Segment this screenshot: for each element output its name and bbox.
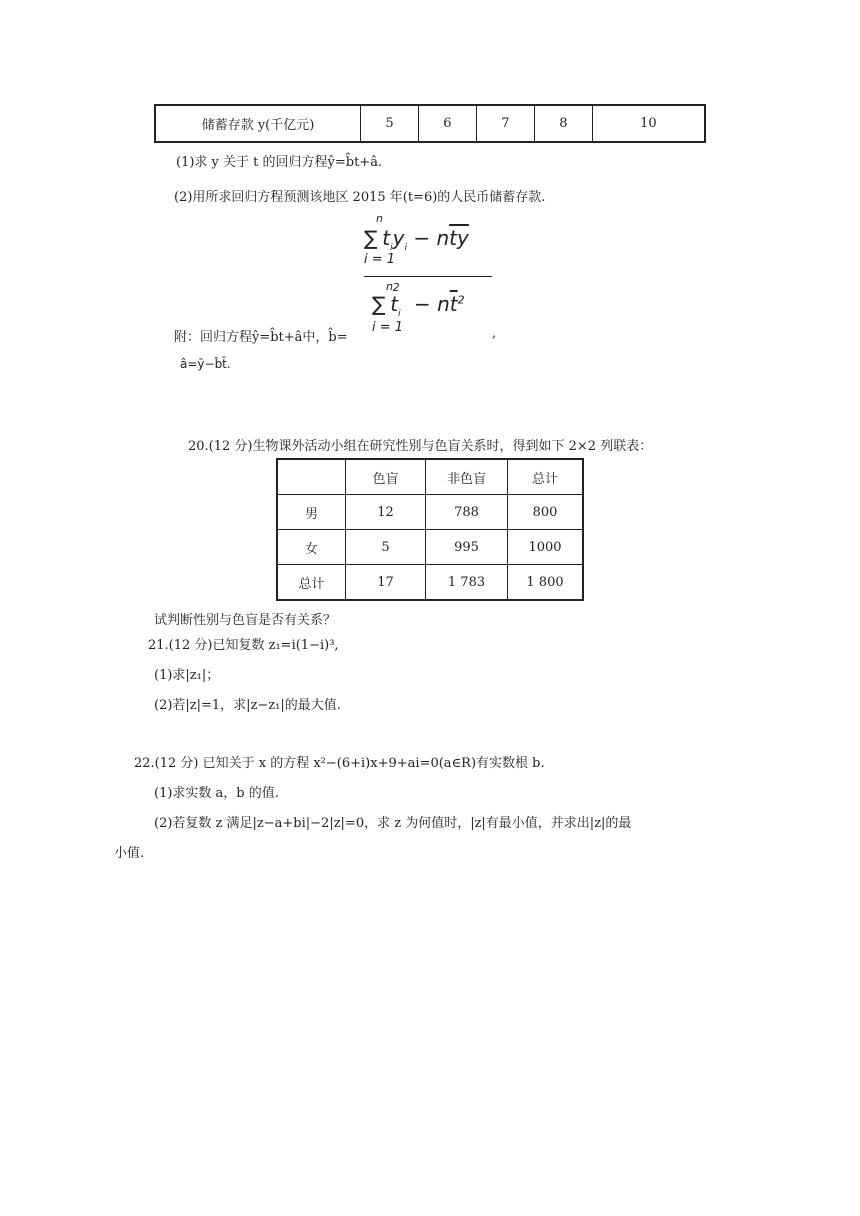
table-cell: 5 [361, 105, 419, 142]
q19-part1: (1)求 y 关于 t 的回归方程ŷ=b̂t+â. [176, 155, 383, 170]
table-header-cell: 储蓄存款 y(千亿元) [155, 105, 361, 142]
q22-title: 22.(12 分) 已知关于 x 的方程 x²−(6+i)x+9+ai=0(a∈R)有实数根 b. [134, 756, 545, 771]
table-header-cell: 总计 [508, 459, 584, 495]
table-header-cell [277, 459, 346, 495]
table-header-cell: 色盲 [346, 459, 426, 495]
q22-part1: (1)求实数 a，b 的值. [154, 786, 279, 801]
table-cell: 17 [346, 565, 426, 601]
a-hat-formula: â=ȳ−b̂t̄. [180, 357, 231, 371]
q21-part2: (2)若|z|=1，求|z−z₁|的最大值. [154, 698, 341, 713]
q19-part2: (2)用所求回归方程预测该地区 2015 年(t=6)的人民币储蓄存款. [174, 190, 546, 205]
q22-part2-line1: (2)若复数 z 满足|z−a+bi|−2|z|=0，求 z 为何值时，|z|有最小值，并求出|z|的最 [154, 816, 632, 831]
q19-appendix-comma: , [492, 326, 497, 341]
q20-question: 试判断性别与色盲是否有关系？ [154, 613, 337, 628]
table-row [277, 565, 583, 601]
table-cell: 1 783 [426, 565, 508, 601]
savings-table [154, 104, 706, 143]
table-cell: 7 [476, 105, 534, 142]
table-cell: 12 [346, 495, 426, 530]
table-cell: 5 [346, 530, 426, 565]
table-cell: 788 [426, 495, 508, 530]
table-cell: 女 [277, 530, 346, 565]
table-cell: 6 [418, 105, 476, 142]
table-cell: 1 800 [508, 565, 584, 601]
table-cell: 800 [508, 495, 584, 530]
table-row [277, 495, 583, 530]
table-cell: 男 [277, 495, 346, 530]
table-row [277, 459, 583, 495]
table-cell: 995 [426, 530, 508, 565]
table-row [155, 105, 705, 142]
q21-title: 21.(12 分)已知复数 z₁=i(1−i)³, [148, 638, 339, 653]
q20-title: 20.(12 分)生物课外活动小组在研究性别与色盲关系时，得到如下 2×2 列联表： [188, 439, 653, 454]
q19-appendix: 附：回归方程ŷ=b̂t+â中，b̂= [174, 330, 348, 345]
contingency-table [276, 458, 584, 601]
table-cell: 8 [534, 105, 592, 142]
table-header-cell: 非色盲 [426, 459, 508, 495]
table-cell: 1000 [508, 530, 584, 565]
table-cell: 10 [592, 105, 705, 142]
table-row [277, 530, 583, 565]
q21-part1: (1)求|z₁|； [154, 668, 220, 683]
table-cell: 总计 [277, 565, 346, 601]
q22-part2-line2: 小值. [114, 846, 145, 861]
